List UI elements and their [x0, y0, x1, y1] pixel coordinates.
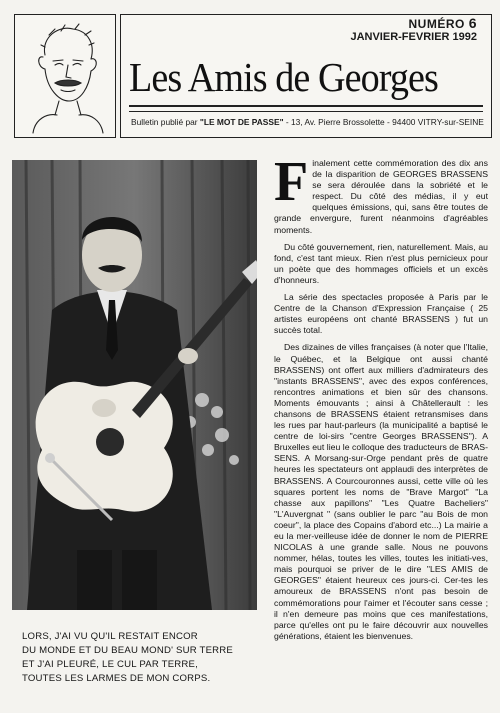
article-body — [274, 151, 488, 648]
article-paragraph: Des dizaines de villes françaises (à noter que l'Italie, le Québec, et la Belgique ont aussi chanté BRASSENS) ont offert aux milliers d'admirateurs des "instants BRASSENS", avec des expos conférences, rencontres animations et bien sûr des chansons. Moments émouvants ; ainsi à Châtellerault : les chansons de BRASSENS étaient retransmises dans les rues par haut-parleurs (la municipalité a baptisé le centre de loi-sirs "centre Georges BRASSENS"). A Bruxelles eut lieu le colloque des traducteurs de BRAS-SENS. A Morsang-sur-Orge pendant près de quatre heures les spectateurs ont applaudi des interprètes de BRASSENS. A Courcouronnes aussi, cette ville où les squares portent les noms de "Brave Margot" "La chasse aux papillons" "Les Quatre Bacheliers" "L'Auvergnat " (sans oublier le parc "au Bois de mon coeur", la place des Copains d'abord etc...) La mairie a eu la mer-veilleuse idée de donner le nom de PIERRE NICOLAS à une grande salle. Nous ne pouvons nommer, hélas, toutes les villes, toutes les initiati-ves, mais pourquoi se priver de le dire "LES AMIS de GEORGES" étaient heureux ces jours-ci. Cer-tes les amoureux de BRASSENS n'ont pas besoin de commémorations pour l'aimer et l'écouter sans cesse ; il n'en demeure pas moins que ces manifestations, parce qu'elles ont pu le faire découvrir aux nouvelles générations, étaient les bienvenues. — [274, 342, 488, 641]
masthead-rule-thin — [129, 111, 483, 112]
issue-date: JANVIER-FEVRIER 1992 — [350, 31, 477, 43]
portrait-sketch-box — [14, 14, 116, 138]
bulletin-address: - 13, Av. Pierre Brossolette - 94400 VITRY-sur-SEINE — [283, 117, 484, 127]
bulletin-line — [131, 117, 484, 127]
quote-line: DU MONDE ET DU BEAU MOND' SUR TERRE — [22, 645, 234, 656]
article-paragraph: Du côté gouvernement, rien, naturellement. Mais, au fond, c'est tant mieux. Rien n'est plus pernicieux pour un poète que des hommages officiels et un excès d'honneurs. — [274, 241, 488, 285]
article-paragraph: La série des spectacles proposée à Paris par le Centre de la Chanson d'Expression Française ( 25 artistes européens ont chanté BRASSENS ) fut un succès total. — [274, 292, 488, 336]
quote-line: LORS, J'AI VU QU'IL RESTAIT ENCOR — [22, 631, 198, 642]
article-paragraph — [274, 151, 488, 236]
drop-cap: F — [274, 151, 309, 213]
portrait-sketch-image — [15, 15, 115, 137]
quote-line: TOUTES LES LARMES DE MON CORPS. — [22, 673, 211, 684]
masthead-title: Les Amis de Georges — [129, 54, 438, 100]
issue-number-label: NUMÉRO — [408, 17, 465, 31]
issue-info — [350, 17, 477, 44]
article-paragraph-text: inalement cette commémoration des dix ans de la disparition de GEORGES BRASSENS se sera déroulée dans la sobriété et le respect. Du côté des médias, il y eut quelques émissions, qui, sans être toutes de grande envergure, furent néanmoins d'agréables moments. — [274, 158, 488, 235]
photo-image — [12, 160, 257, 610]
issue-number: 6 — [468, 15, 477, 31]
bulletin-prefix: Bulletin publié par — [131, 117, 200, 127]
song-quote — [22, 630, 267, 686]
masthead — [120, 14, 492, 138]
bulletin-publisher: "LE MOT DE PASSE" — [199, 117, 284, 127]
brassens-guitar-photo — [12, 160, 257, 610]
masthead-rule — [129, 105, 483, 107]
quote-line: ET J'AI PLEURÉ, LE CUL PAR TERRE, — [22, 659, 199, 670]
